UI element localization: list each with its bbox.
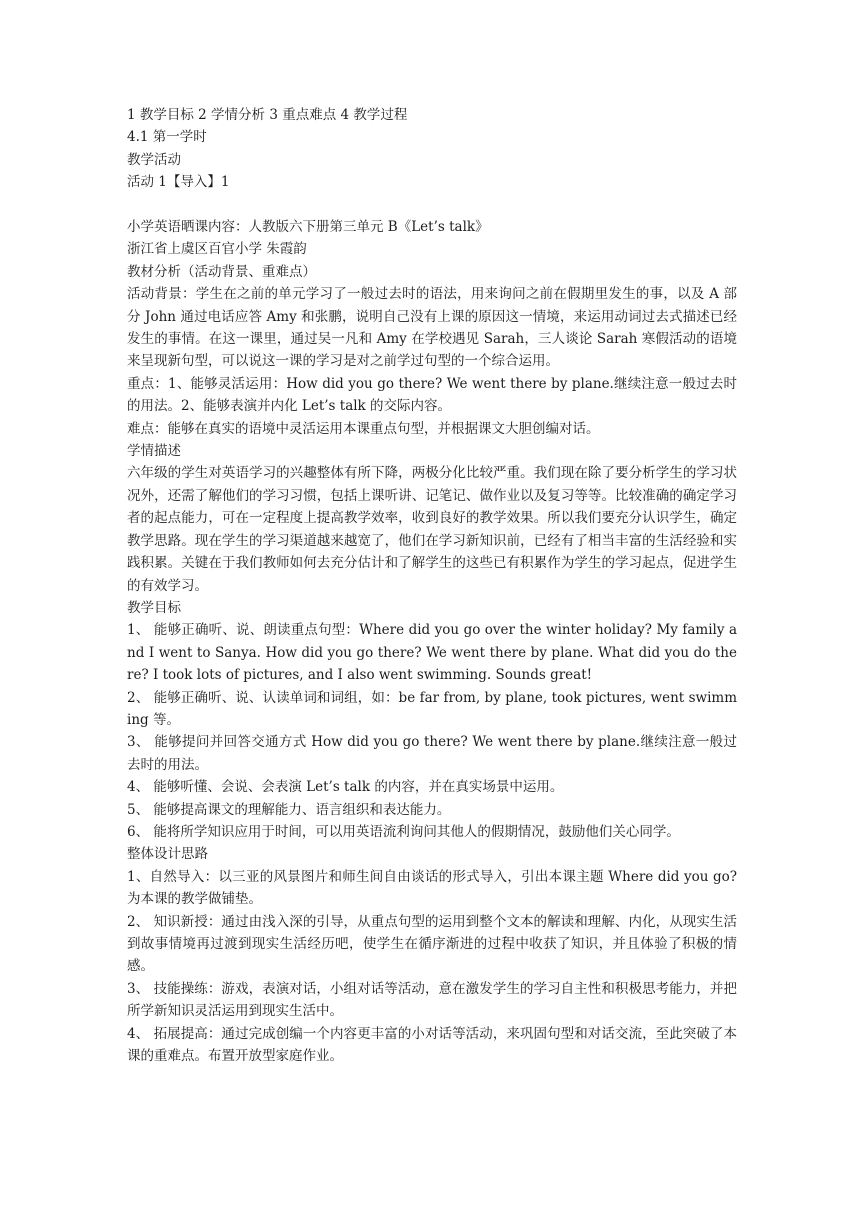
learner-analysis-heading: 学情描述 xyxy=(127,443,181,460)
design-idea-heading: 整体设计思路 xyxy=(127,846,208,863)
design-item: 2、 知识新授：通过由浅入深的引导，从重点句型的运用到整个文本的解读和理解、内化，从现实生活到故事情境再过渡到现实生活经历吧，使学生在循序渐进的过程中收获了知识，并且体验了积极的情感。 xyxy=(127,913,737,975)
design-item: 4、 拓展提高：通过完成创编一个内容更丰富的小对话等活动，来巩固句型和对话交流，至此突破了本课的重难点。布置开放型家庭作业。 xyxy=(127,1025,737,1065)
objective-item: 4、 能够听懂、会说、会表演 Let’s talk 的内容，并在真实场景中运用。 xyxy=(127,779,564,796)
course-content: 小学英语晒课内容：人教版六下册第三单元 B《Let’s talk》 xyxy=(127,219,489,236)
section-heading-4-1: 4.1 第一学时 xyxy=(127,129,207,146)
school-teacher: 浙江省上虞区百官小学 朱霞韵 xyxy=(127,241,307,258)
activity-1-heading: 活动 1【导入】1 xyxy=(127,174,230,191)
design-item: 1、自然导入：以三亚的风景图片和师生间自由谈话的形式导入，引出本课主题 Where did you go?为本课的教学做铺垫。 xyxy=(127,868,737,908)
teaching-objectives-heading: 教学目标 xyxy=(127,599,181,616)
document-body xyxy=(127,104,737,1067)
document-header-line: 1 教学目标 2 学情分析 3 重点难点 4 教学过程 xyxy=(127,107,408,123)
design-item: 3、 技能操练：游戏，表演对话，小组对话等活动，意在激发学生的学习自主性和积极思考能力，并把所学新知识灵活运用到现实生活中。 xyxy=(127,980,737,1020)
objective-item: 5、 能够提高课文的理解能力、语言组织和表达能力。 xyxy=(127,801,451,818)
objective-item: 6、 能将所学知识应用于时间，可以用英语流利询问其他人的假期情况，鼓励他们关心同学。 xyxy=(127,823,680,840)
key-points-paragraph: 重点：1、能够灵活运用：How did you go there? We went there by plane.继续注意一般过去时的用法。2、能够表演并内化 Let’s talk 的交际内容。 xyxy=(127,375,737,415)
objective-item: 3、 能够提问并回答交通方式 How did you go there? We went there by plane.继续注意一般过去时的用法。 xyxy=(127,734,737,773)
activity-background-paragraph: 活动背景：学生在之前的单元学习了一般过去时的语法，用来询问之前在假期里发生的事，以及 A 部分 John 通过电话应答 Amy 和张鹏，说明自己没有上课的原因这一情境，来运用动词过去式描述已经发生的事情。在这一课里，通过吴一凡和 Amy 在学校遇见 Sarah，三人谈论 Sarah 寒假活动的语境来呈现新句型，可以说这一课的学习是对之前学过句型的一个综合运用。 xyxy=(127,286,737,370)
difficult-points-paragraph: 难点：能够在真实的语境中灵活运用本课重点句型，并根据课文大胆创编对话。 xyxy=(127,420,600,437)
teaching-activity-heading: 教学活动 xyxy=(127,151,181,168)
learner-analysis-paragraph: 六年级的学生对英语学习的兴趣整体有所下降，两极分化比较严重。我们现在除了要分析学生的学习状况外，还需了解他们的学习习惯，包括上课听讲、记笔记、做作业以及复习等等。比较准确的确定学习者的起点能力，可在一定程度上提高教学效率，收到良好的教学效果。所以我们要充分认识学生，确定教学思路。现在学生的学习渠道越来越宽了，他们在学习新知识前，已经有了相当丰富的生活经验和实践积累。关键在于我们教师如何去充分估计和了解学生的这些已有积累作为学生的学习起点，促进学生的有效学习。 xyxy=(127,465,737,594)
blank-line xyxy=(127,194,737,216)
objective-item: 1、 能够正确听、说、朗读重点句型：Where did you go over the winter holiday? My family and I went to Sanya. How did you go there? We went there by plane. What did you do there? I took lots of pictures, and I also went swimming. Sounds great! xyxy=(127,622,737,684)
objective-item: 2、 能够正确听、说、认读单词和词组，如：be far from, by plane, took pictures, went swimming 等。 xyxy=(127,689,737,728)
material-analysis-heading: 教材分析（活动背景、重难点） xyxy=(127,263,316,280)
